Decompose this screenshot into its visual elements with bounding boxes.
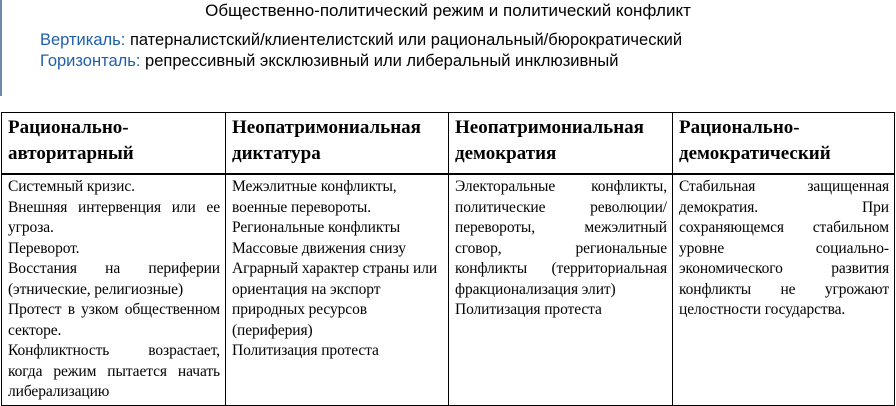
cell-line: Массовые движения снизу bbox=[232, 239, 406, 257]
cell-line: Аграрный характер страны или ориентация на экспорт природных ресурсов (периферия) bbox=[232, 260, 438, 339]
cell-rational-democratic bbox=[673, 174, 895, 405]
cell-line: Политизация протеста bbox=[455, 301, 602, 318]
cell-line: Внешняя интервенция или ее угроза. bbox=[8, 198, 220, 236]
regime-conflict-table bbox=[1, 112, 895, 406]
table-body-row bbox=[2, 174, 895, 405]
header-neopatrimonial-dictatorship: Неопатримониальная диктатура bbox=[226, 113, 449, 175]
horizontal-axis-label: Горизонталь: bbox=[40, 52, 141, 70]
cell-line: Политизация протеста bbox=[232, 342, 379, 359]
cell-rational-authoritarian bbox=[2, 174, 226, 405]
table-header-row bbox=[2, 113, 895, 175]
cell-line: Межэлитные конфликты, военные перевороты. bbox=[232, 178, 397, 216]
cell-line: Региональные конфликты bbox=[232, 219, 401, 236]
cell-neopatrimonial-dictatorship bbox=[226, 174, 449, 405]
vertical-axis-line bbox=[40, 30, 682, 51]
cell-line: Системный кризис. bbox=[8, 178, 135, 195]
slide-title: Общественно-политический режим и политический конфликт bbox=[205, 1, 691, 20]
cell-line: Стабильная защищенная демократия. При сохраняющемся стабильном уровне социально-экономического развития конфликты не угрожают целостности государства. bbox=[679, 178, 889, 318]
cell-neopatrimonial-democracy bbox=[449, 174, 673, 405]
horizontal-axis-line bbox=[40, 51, 682, 72]
vertical-axis-value: патерналистский/клиентелистский или рациональный/бюрократический bbox=[129, 31, 683, 49]
vertical-axis-label: Вертикаль: bbox=[40, 31, 126, 49]
cell-line: Электоральные конфликты, политические революции/перевороты, межэлитный сговор, региональные конфликты (территориальная фракционализация элит) bbox=[455, 178, 667, 298]
cell-line: Переворот. bbox=[8, 239, 80, 257]
horizontal-axis-value: репрессивный эксклюзивный или либеральный инклюзивный bbox=[145, 52, 619, 70]
cell-line: Восстания на периферии (этнические, религиозные) bbox=[8, 260, 220, 298]
header-neopatrimonial-democracy: Неопатримониальная демократия bbox=[449, 113, 673, 175]
header-rational-authoritarian: Рационально-авторитарный bbox=[2, 113, 226, 175]
header-rational-democratic: Рационально-демократический bbox=[673, 113, 895, 175]
cell-line: Протест в узком общественном секторе. bbox=[8, 301, 220, 339]
cell-line: Конфликтность возрастает, когда режим пытается начать либерализацию bbox=[8, 342, 220, 400]
axes-legend bbox=[40, 30, 682, 72]
